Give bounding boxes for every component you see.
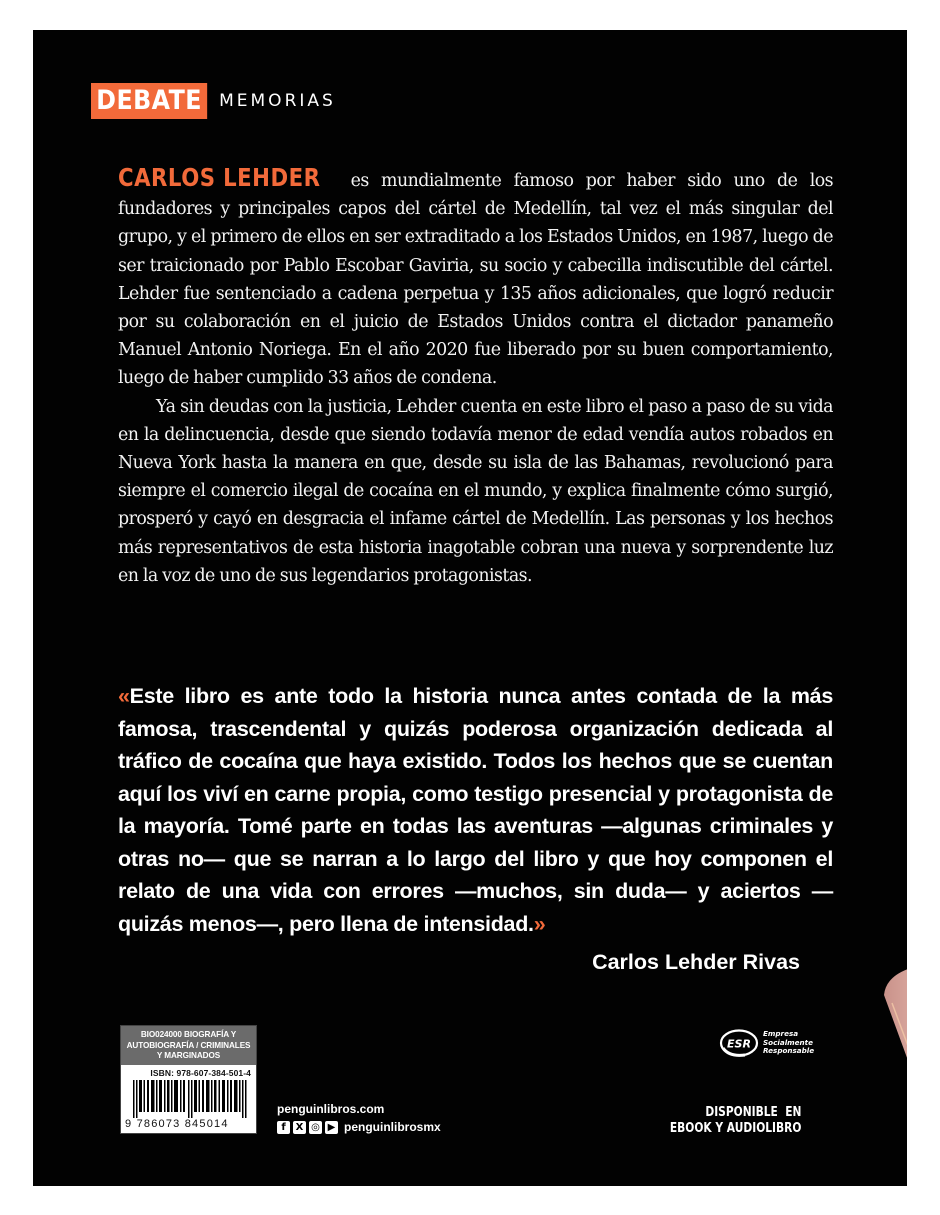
publisher-logo: DEBATE	[91, 83, 207, 119]
esr-label: Empresa Socialmente Responsable	[763, 1029, 815, 1056]
bookmark-ribbon-icon	[872, 955, 907, 1115]
quote-open-mark: «	[118, 684, 130, 708]
x-icon[interactable]: X	[293, 1121, 306, 1134]
author-quote	[118, 680, 833, 940]
collection-label: MEMORIAS	[219, 91, 336, 111]
availability-note	[669, 1105, 801, 1137]
esr-logo-icon	[719, 1028, 759, 1058]
synopsis-paragraph-1-text: es mundialmente famoso por haber sido uno de los fundadores y principales capos del cártel de Medellín, tal vez el más singular del grupo, y el primero de ellos en ser extraditado a los Estados Unidos, en 1987, luego de ser traicionado por Pablo Escobar Gaviria, su socio y cabecilla indiscutible del cártel. Lehder fue sentenciado a cadena perpetua y 135 años adicionales, que logró reducir por su colaboración en el juicio de Estados Unidos contra el dictador panameño Manuel Antonio Noriega. En el año 2020 fue liberado por su buen comportamiento, luego de haber cumplido 33 años de condena.	[118, 171, 833, 389]
esr-badge	[719, 1028, 814, 1058]
barcode-digits: 9 786073 845014	[125, 1118, 229, 1130]
isbn-label: ISBN: 978-607-384-501-4	[150, 1068, 251, 1078]
svg-text:ESR: ESR	[727, 1037, 751, 1051]
quote-attribution: Carlos Lehder Rivas	[592, 950, 800, 974]
publisher-website[interactable]: penguinlibros.com	[277, 1102, 385, 1116]
quote-close-mark: »	[533, 911, 546, 936]
synopsis-paragraph-1	[118, 164, 833, 393]
author-name-highlight: CARLOS LEHDER	[118, 163, 321, 192]
barcode-icon	[133, 1080, 250, 1118]
barcode-block	[120, 1025, 257, 1134]
availability-line-1: DISPONIBLE EN	[704, 1105, 801, 1120]
quote-text: Este libro es ante todo la historia nunca antes contada de la más famosa, trascendental y quizás poderosa organización dedicada al tráfico de cocaína que haya existido. Todos los hechos que se cuentan aquí los viví en carne propia, como testigo presencial y protagonista de la mayoría. Tomé parte en todas las aventuras —algunas criminales y otras no— que se narran a lo largo del libro y que hoy componen el relato de una vida con errores —muchos, sin duda— y aciertos —quizás menos—, pero llena de intensidad.	[118, 684, 833, 936]
instagram-icon[interactable]: ◎	[309, 1121, 322, 1134]
availability-line-2: EBOOK Y AUDIOLIBRO	[669, 1121, 801, 1136]
imprint-header	[91, 83, 336, 119]
book-back-cover	[33, 30, 907, 1186]
bisac-category: BIO024000 BIOGRAFÍA Y AUTOBIOGRAFÍA / CRIMINALES Y MARGINADOS	[121, 1026, 256, 1065]
social-links	[277, 1120, 441, 1134]
facebook-icon[interactable]: f	[277, 1121, 290, 1134]
synopsis	[118, 164, 833, 590]
social-handle: penguinlibrosmx	[344, 1120, 441, 1134]
synopsis-paragraph-2: Ya sin deudas con la justicia, Lehder cuenta en este libro el paso a paso de su vida en la delincuencia, desde que siendo todavía menor de edad vendía autos robados en Nueva York hasta la manera en que, desde su isla de las Bahamas, revolucionó para siempre el comercio ilegal de cocaína en el mundo, y explica finalmente cómo surgió, prosperó y cayó en desgracia el infame cártel de Medellín. Las personas y los hechos más representativos de esta historia inagotable cobran una nueva y sorprendente luz en la voz de uno de sus legendarios protagonistas.	[118, 396, 833, 586]
youtube-icon[interactable]: ▶	[325, 1121, 338, 1134]
